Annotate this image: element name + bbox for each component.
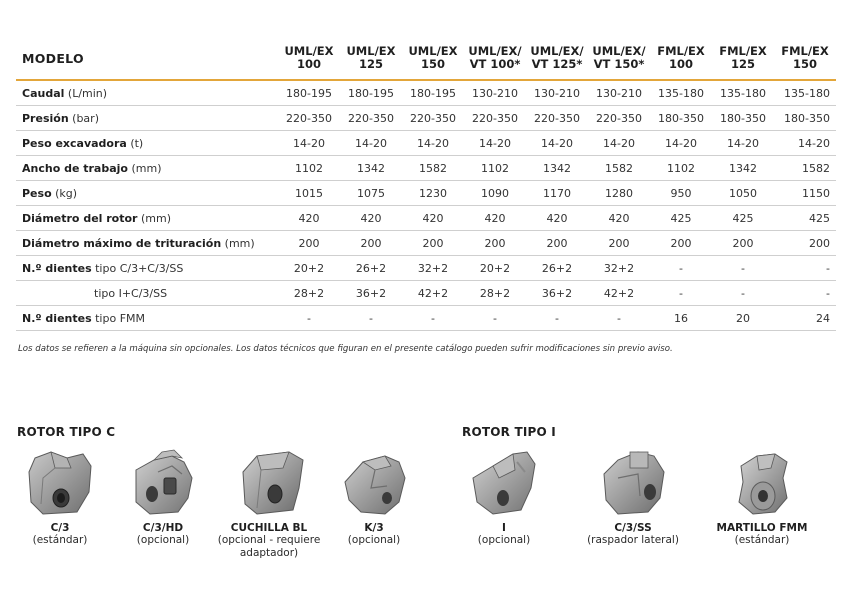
table-cell: 14-20 <box>712 131 774 156</box>
table-cell: 220-350 <box>340 106 402 131</box>
table-cell: 1280 <box>588 181 650 206</box>
table-cell: 14-20 <box>402 131 464 156</box>
table-cell: 1342 <box>340 156 402 181</box>
table-row <box>16 231 836 256</box>
column-header: FML/EX 100 <box>650 37 712 80</box>
tooth-k3-image <box>335 448 413 518</box>
table-cell: 1075 <box>340 181 402 206</box>
table-cell: 200 <box>402 231 464 256</box>
table-cell: 130-210 <box>588 80 650 106</box>
table-cell: 425 <box>712 206 774 231</box>
column-header: FML/EX 150 <box>774 37 836 80</box>
blade-bl-image <box>227 448 311 518</box>
table-cell: - <box>650 256 712 281</box>
table-cell: 1582 <box>588 156 650 181</box>
table-cell: 130-210 <box>464 80 526 106</box>
row-label <box>16 181 278 206</box>
tooth-c3hd-image <box>124 448 202 518</box>
table-cell: - <box>650 281 712 306</box>
part-name: K/3 <box>364 522 384 534</box>
row-label-name: Peso excavadora <box>22 136 127 150</box>
row-label <box>16 80 278 106</box>
table-cell: 28+2 <box>278 281 340 306</box>
tooth-c3ss-image <box>594 448 672 518</box>
table-cell: 200 <box>464 231 526 256</box>
rotor-c-title: ROTOR TIPO C <box>17 425 116 439</box>
table-cell: - <box>774 281 836 306</box>
row-label <box>16 231 278 256</box>
part-c3hd <box>108 448 218 547</box>
rotor-i-title: ROTOR TIPO I <box>462 425 556 439</box>
table-cell: 14-20 <box>526 131 588 156</box>
table-cell: 420 <box>402 206 464 231</box>
table-cell: 420 <box>278 206 340 231</box>
table-cell: 950 <box>650 181 712 206</box>
table-cell: - <box>712 256 774 281</box>
table-cell: 220-350 <box>402 106 464 131</box>
table-cell: - <box>402 306 464 331</box>
row-label-unit: tipo C/3+C/3/SS <box>91 261 184 275</box>
table-cell: 1170 <box>526 181 588 206</box>
table-cell: 32+2 <box>402 256 464 281</box>
table-cell: 20+2 <box>278 256 340 281</box>
table-cell: 1090 <box>464 181 526 206</box>
table-cell: 26+2 <box>340 256 402 281</box>
table-cell: 200 <box>526 231 588 256</box>
table-cell: 42+2 <box>402 281 464 306</box>
row-label-name: Ancho de trabajo <box>22 161 128 175</box>
table-cell: 420 <box>526 206 588 231</box>
table-cell: 220-350 <box>464 106 526 131</box>
table-cell: 420 <box>464 206 526 231</box>
table-row <box>16 156 836 181</box>
table-cell: - <box>340 306 402 331</box>
row-label-name: Peso <box>22 186 52 200</box>
model-header: MODELO <box>16 37 278 80</box>
row-label <box>16 131 278 156</box>
table-cell: 180-195 <box>278 80 340 106</box>
table-cell: 420 <box>588 206 650 231</box>
table-cell: 1150 <box>774 181 836 206</box>
part-name: I <box>502 522 506 534</box>
part-desc: (opcional) <box>136 534 190 546</box>
row-label <box>16 156 278 181</box>
table-cell: 180-195 <box>340 80 402 106</box>
part-desc: (opcional) <box>347 534 401 546</box>
table-row <box>16 131 836 156</box>
table-cell: 135-180 <box>712 80 774 106</box>
column-header: UML/EX/ VT 150* <box>588 37 650 80</box>
part-c3 <box>5 448 115 547</box>
table-cell: 1342 <box>712 156 774 181</box>
table-row <box>16 106 836 131</box>
table-cell: 200 <box>712 231 774 256</box>
part-name: CUCHILLA BL <box>230 522 308 534</box>
table-cell: - <box>278 306 340 331</box>
table-row <box>16 80 836 106</box>
table-cell: 36+2 <box>340 281 402 306</box>
table-row <box>16 281 836 306</box>
table-cell: 42+2 <box>588 281 650 306</box>
hammer-fmm-image <box>723 448 801 518</box>
table-cell: 200 <box>650 231 712 256</box>
table-cell: 425 <box>774 206 836 231</box>
part-desc: (raspador lateral) <box>587 534 679 546</box>
table-cell: 1050 <box>712 181 774 206</box>
row-label-name: N.º dientes <box>22 311 92 325</box>
table-cell: - <box>712 281 774 306</box>
table-cell: 14-20 <box>464 131 526 156</box>
table-cell: 220-350 <box>526 106 588 131</box>
column-header: UML/EX/ VT 100* <box>464 37 526 80</box>
table-header-row <box>16 37 836 80</box>
table-cell: - <box>774 256 836 281</box>
table-cell: 14-20 <box>588 131 650 156</box>
row-label-unit: (mm) <box>137 211 171 225</box>
part-name: C/3/HD <box>142 522 184 534</box>
part-name: C/3 <box>50 522 70 534</box>
row-label-unit: (L/min) <box>64 86 108 100</box>
column-header: UML/EX 125 <box>340 37 402 80</box>
table-cell: 1102 <box>650 156 712 181</box>
table-cell: 26+2 <box>526 256 588 281</box>
row-label-unit: (kg) <box>51 186 78 200</box>
part-desc: (estándar) <box>32 534 88 546</box>
table-cell: 200 <box>774 231 836 256</box>
part-desc: (opcional - requiere adaptador) <box>217 534 321 559</box>
table-cell: 135-180 <box>774 80 836 106</box>
row-label-unit: (bar) <box>68 111 99 125</box>
part-c3ss <box>578 448 688 547</box>
row-label-unit: (t) <box>126 136 144 150</box>
table-row <box>16 181 836 206</box>
table-cell: 200 <box>278 231 340 256</box>
table-cell: 14-20 <box>340 131 402 156</box>
table-cell: 1582 <box>774 156 836 181</box>
row-label-name: Diámetro del rotor <box>22 211 138 225</box>
table-cell: 220-350 <box>278 106 340 131</box>
column-header: UML/EX 150 <box>402 37 464 80</box>
table-cell: 180-350 <box>774 106 836 131</box>
table-cell: 200 <box>340 231 402 256</box>
spec-table <box>16 37 836 331</box>
table-row <box>16 256 836 281</box>
table-cell: 24 <box>774 306 836 331</box>
row-label <box>16 106 278 131</box>
part-cuchilla-bl <box>211 448 327 560</box>
tooth-i-image <box>465 448 543 518</box>
table-cell: 36+2 <box>526 281 588 306</box>
part-martillo-fmm <box>704 448 820 547</box>
table-cell: 20+2 <box>464 256 526 281</box>
row-label <box>16 256 278 281</box>
part-k3 <box>319 448 429 547</box>
table-cell: 200 <box>588 231 650 256</box>
row-label-unit: tipo FMM <box>91 311 146 325</box>
part-desc: (opcional) <box>477 534 531 546</box>
table-cell: 1582 <box>402 156 464 181</box>
row-label <box>16 206 278 231</box>
table-cell: 180-195 <box>402 80 464 106</box>
table-cell: - <box>526 306 588 331</box>
table-cell: 20 <box>712 306 774 331</box>
column-header: UML/EX/ VT 125* <box>526 37 588 80</box>
table-cell: 135-180 <box>650 80 712 106</box>
table-cell: 14-20 <box>774 131 836 156</box>
disclaimer-note: Los datos se refieren a la máquina sin opcionales. Los datos técnicos que figuran en el presente catálogo pueden sufrir modificaciones sin previo aviso. <box>18 344 673 354</box>
part-name: MARTILLO FMM <box>716 522 808 534</box>
row-label-unit: tipo I+C/3/SS <box>94 286 168 300</box>
table-row <box>16 206 836 231</box>
table-cell: 130-210 <box>526 80 588 106</box>
part-name: C/3/SS <box>614 522 652 534</box>
table-cell: 1342 <box>526 156 588 181</box>
table-row <box>16 306 836 331</box>
table-cell: 1102 <box>278 156 340 181</box>
row-label-name: N.º dientes <box>22 261 92 275</box>
table-cell: 16 <box>650 306 712 331</box>
table-body <box>16 80 836 331</box>
table-cell: - <box>588 306 650 331</box>
row-label <box>16 306 278 331</box>
tooth-c3-image <box>21 448 99 518</box>
row-label-unit: (mm) <box>127 161 162 175</box>
column-header: FML/EX 125 <box>712 37 774 80</box>
table-cell: 1102 <box>464 156 526 181</box>
table-cell: 220-350 <box>588 106 650 131</box>
table-cell: 14-20 <box>650 131 712 156</box>
part-i <box>449 448 559 547</box>
table-cell: 180-350 <box>712 106 774 131</box>
table-cell: 425 <box>650 206 712 231</box>
table-cell: 180-350 <box>650 106 712 131</box>
table-cell: 420 <box>340 206 402 231</box>
table-cell: 32+2 <box>588 256 650 281</box>
row-label-unit: (mm) <box>221 236 255 250</box>
row-label <box>16 281 278 306</box>
row-label-name: Caudal <box>22 86 65 100</box>
table-cell: 1015 <box>278 181 340 206</box>
part-desc: (estándar) <box>734 534 790 546</box>
table-cell: 1230 <box>402 181 464 206</box>
table-cell: - <box>464 306 526 331</box>
table-cell: 14-20 <box>278 131 340 156</box>
column-header: UML/EX 100 <box>278 37 340 80</box>
row-label-name: Presión <box>22 111 69 125</box>
row-label-name: Diámetro máximo de trituración <box>22 236 222 250</box>
table-cell: 28+2 <box>464 281 526 306</box>
